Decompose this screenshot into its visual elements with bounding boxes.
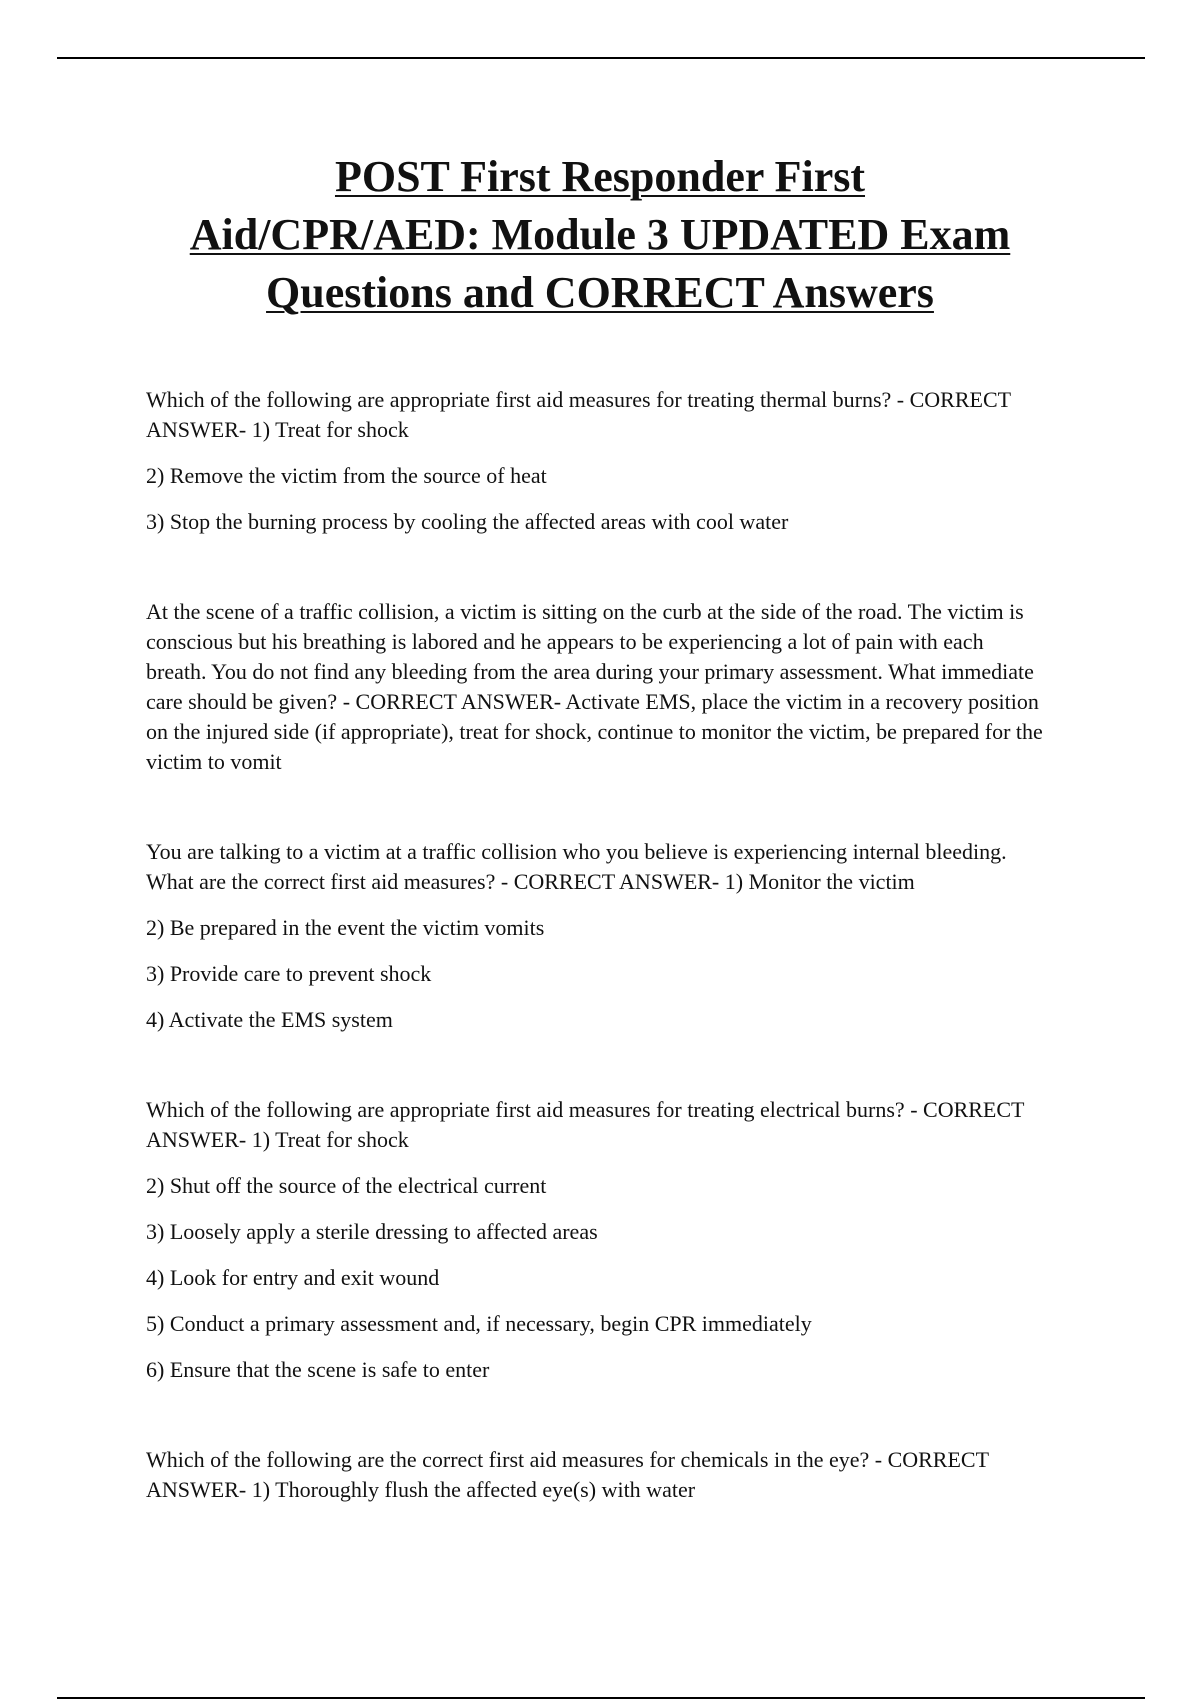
answer-line: 5) Conduct a primary assessment and, if necessary, begin CPR immediately — [146, 1311, 812, 1336]
question-answer: Which of the following are appropriate first aid measures for treating electrical burns? - CORRECT ANSWER- 1) Treat for shock — [146, 1097, 1025, 1152]
qa-item — [146, 1445, 1046, 1505]
title-line: Questions and CORRECT Answers — [266, 268, 934, 317]
answer-line: 3) Loosely apply a sterile dressing to affected areas — [146, 1219, 598, 1244]
qa-list — [146, 385, 1046, 1505]
question-answer: Which of the following are appropriate first aid measures for treating thermal burns? - CORRECT ANSWER- 1) Treat for shock — [146, 387, 1011, 442]
qa-item — [146, 385, 1046, 537]
answer-line: 3) Stop the burning process by cooling the affected areas with cool water — [146, 509, 789, 534]
qa-item — [146, 837, 1046, 1035]
title-line: Aid/CPR/AED: Module 3 UPDATED Exam — [189, 210, 1011, 259]
document-title — [60, 148, 1140, 322]
qa-item — [146, 597, 1046, 777]
answer-line: 6) Ensure that the scene is safe to enter — [146, 1357, 490, 1382]
answer-line: 2) Remove the victim from the source of heat — [146, 463, 547, 488]
answer-line: 4) Activate the EMS system — [146, 1007, 393, 1032]
question-answer: You are talking to a victim at a traffic collision who you believe is experiencing internal bleeding. What are the correct first aid measures? - CORRECT ANSWER- 1) Monitor the victim — [146, 839, 1007, 894]
qa-item — [146, 1095, 1046, 1385]
answer-line: 4) Look for entry and exit wound — [146, 1265, 440, 1290]
title-line: POST First Responder First — [334, 152, 866, 201]
bottom-rule — [57, 1697, 1145, 1699]
answer-line: 3) Provide care to prevent shock — [146, 961, 432, 986]
question-answer: At the scene of a traffic collision, a victim is sitting on the curb at the side of the road. The victim is conscious but his breathing is labored and he appears to be experiencing a lot of pain with each breath. You do not find any bleeding from the area during your primary assessment. What immediate care should be given? - CORRECT ANSWER- Activate EMS, place the victim in a recovery position on the injured side (if appropriate), treat for shock, continue to monitor the victim, be prepared for the victim to vomit — [146, 599, 1043, 774]
answer-line: 2) Shut off the source of the electrical current — [146, 1173, 547, 1198]
answer-line: 2) Be prepared in the event the victim vomits — [146, 915, 545, 940]
top-rule — [57, 57, 1145, 59]
question-answer: Which of the following are the correct first aid measures for chemicals in the eye? - CORRECT ANSWER- 1) Thoroughly flush the affected eye(s) with water — [146, 1447, 989, 1502]
